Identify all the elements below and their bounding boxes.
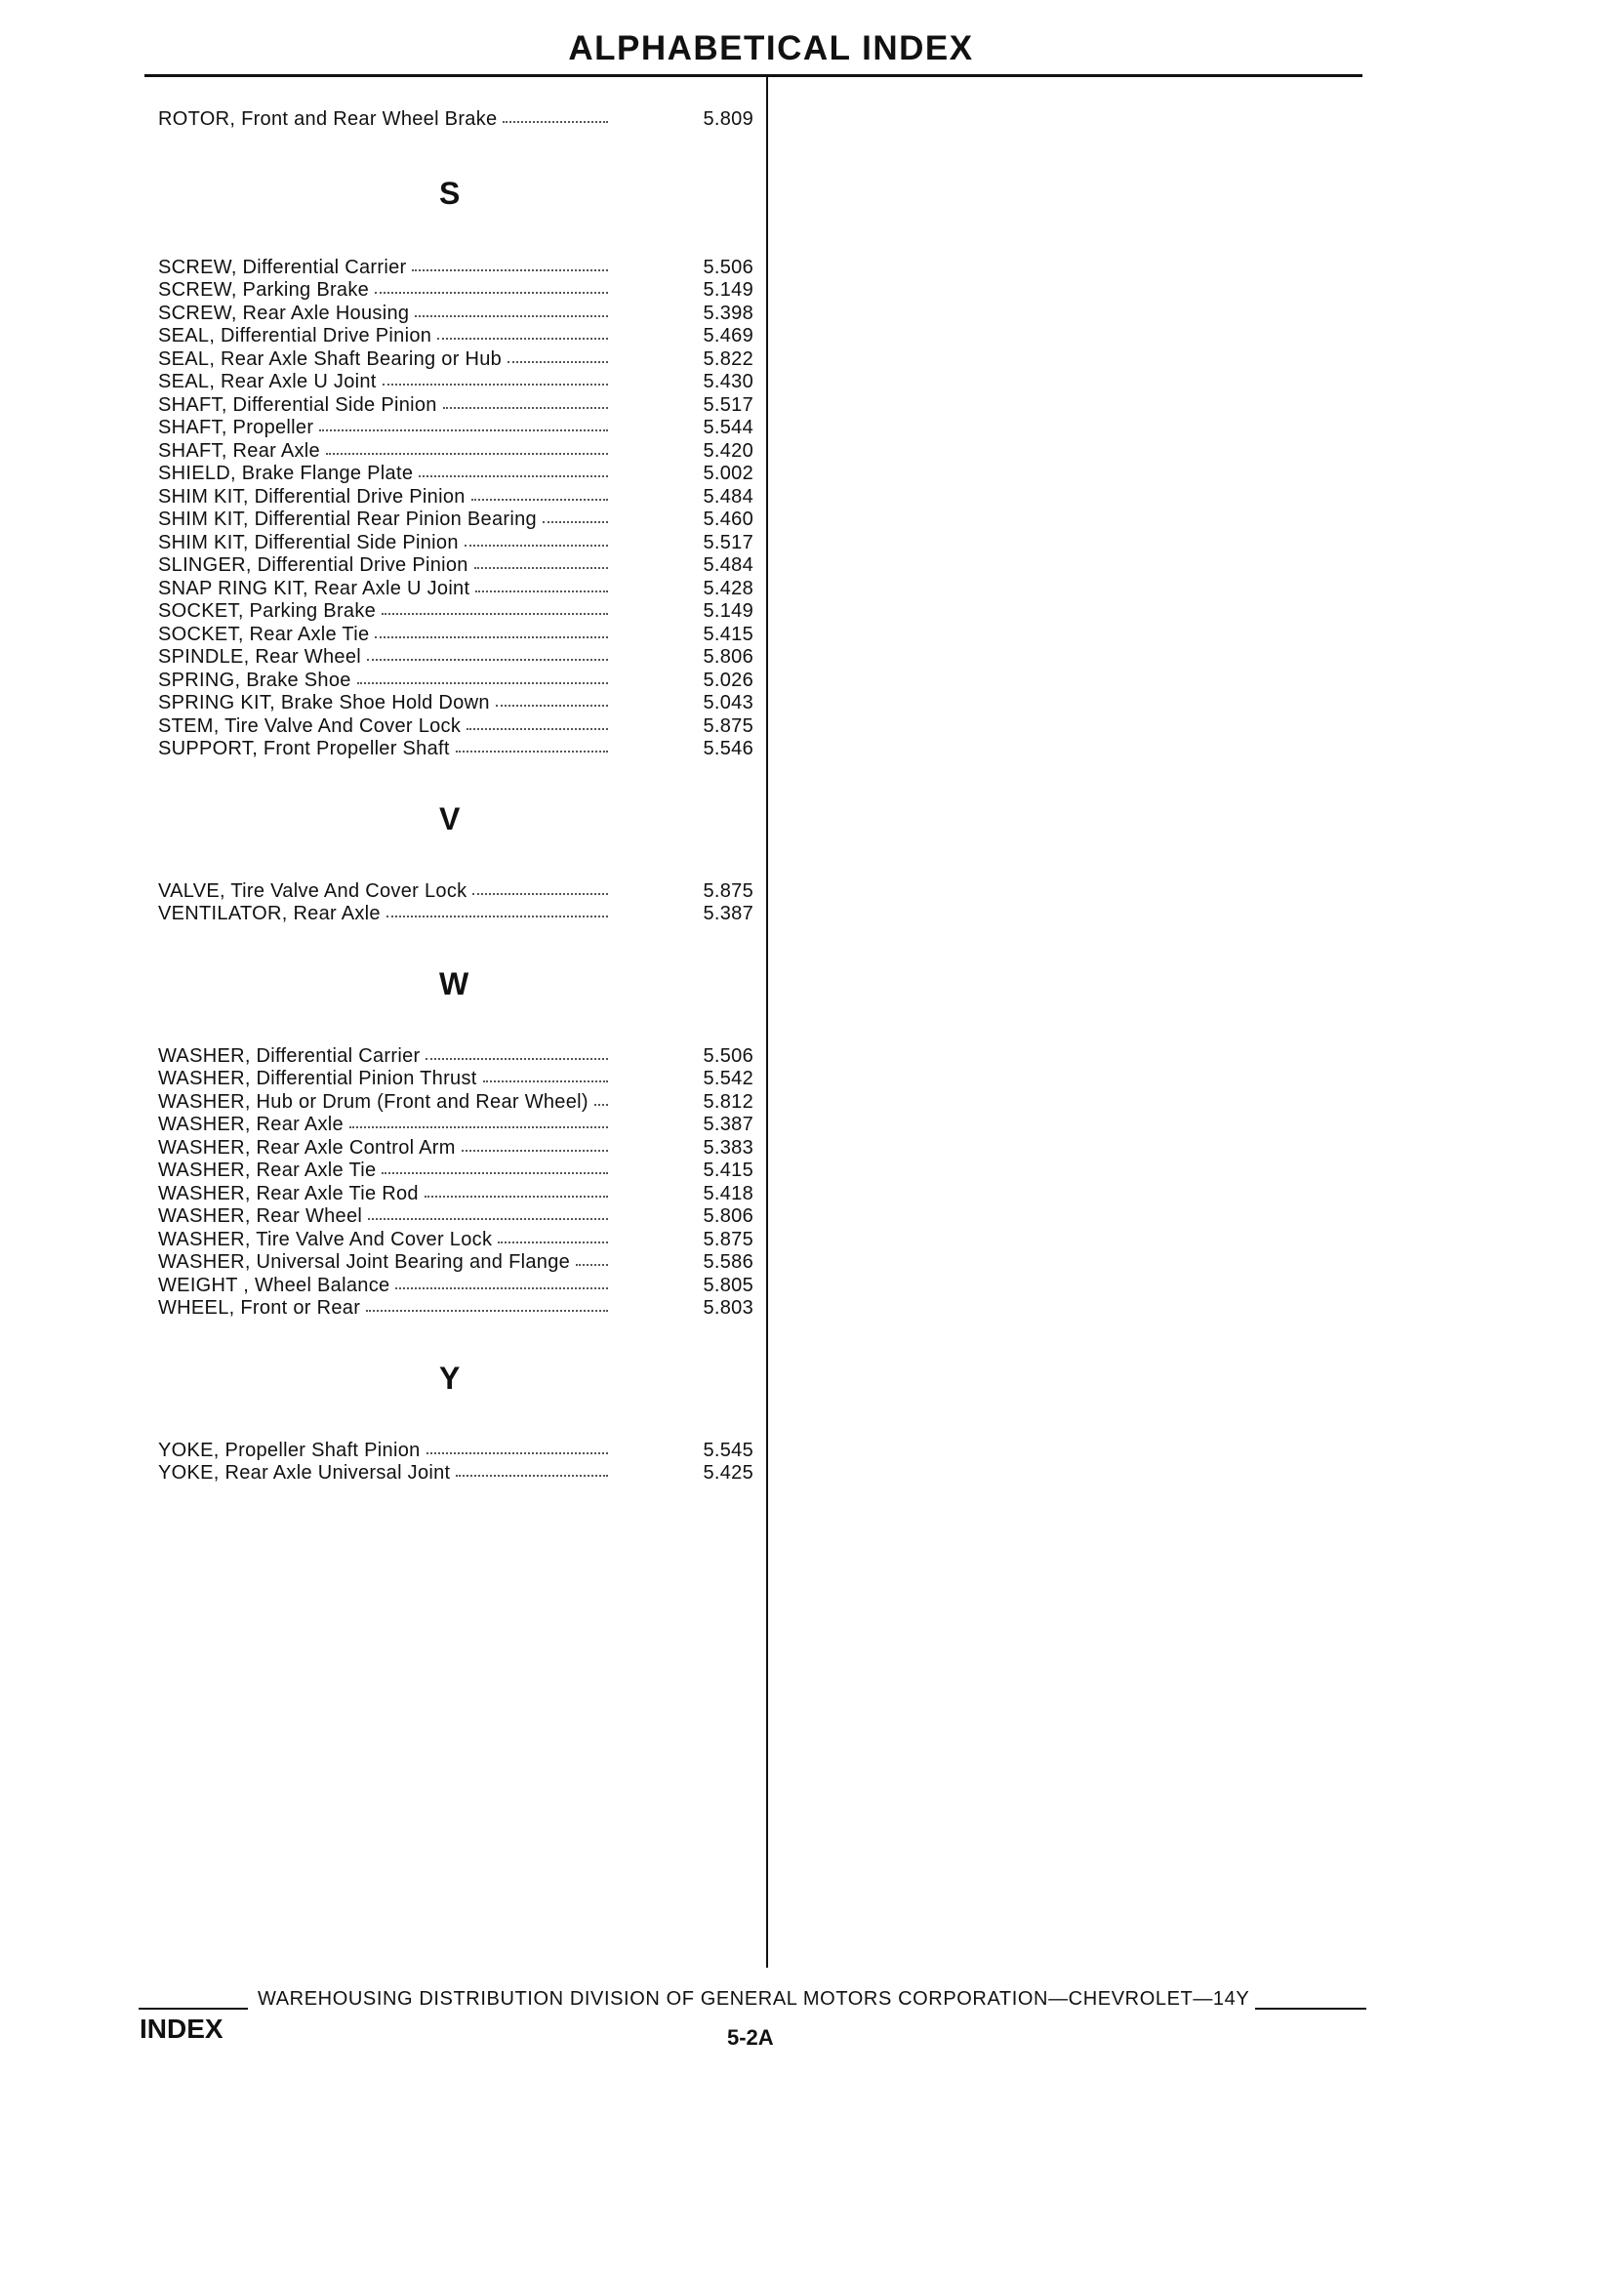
dot-leader [475,575,608,592]
index-entry [158,1250,753,1274]
entry-title-group [158,107,612,131]
index-entry [158,531,753,554]
entry-name: VALVE, Tire Valve And Cover Lock [158,879,467,902]
entry-title-group [158,278,612,302]
entry-page-ref: 5.812 [703,1090,753,1113]
page-title: ALPHABETICAL INDEX [568,29,974,67]
entry-name: YOKE, Propeller Shaft Pinion [158,1439,421,1461]
entry-title-group [158,669,612,692]
footer-publisher-line: WAREHOUSING DISTRIBUTION DIVISION OF GENERAL MOTORS CORPORATION—CHEVROLET—14Y [258,1988,1250,2010]
index-section [158,107,753,131]
entry-page-ref: 5.418 [703,1182,753,1204]
dot-leader [437,322,608,340]
dot-leader [471,483,608,501]
entry-page-ref: 5.806 [703,1205,753,1227]
section-letter: V [439,800,461,836]
entry-name: SPRING, Brake Shoe [158,669,351,691]
entry-page-ref: 5.546 [703,738,753,759]
dot-leader [474,551,608,569]
entry-page-ref: 5.542 [703,1068,753,1089]
dot-leader [425,1180,608,1198]
entry-page-ref: 5.544 [703,417,753,438]
dot-leader [367,643,608,661]
entry-title-group [158,370,612,393]
dot-leader [382,1157,608,1174]
entry-page-ref: 5.545 [703,1439,753,1461]
index-entry [158,347,753,371]
dot-leader [386,900,608,917]
entry-name: WASHER, Universal Joint Bearing and Flange [158,1251,571,1273]
index-entry [158,645,753,669]
entry-title-group [158,1090,612,1114]
dot-leader [456,735,608,753]
entry-page-ref: 5.149 [703,279,753,301]
entry-page-ref: 5.415 [703,1160,753,1181]
dot-leader [576,1248,608,1266]
entry-page-ref: 5.484 [703,485,753,508]
entry-name: SEAL, Differential Drive Pinion [158,325,432,346]
entry-page-ref: 5.484 [703,554,753,576]
entry-title-group [158,1461,612,1485]
entry-page-ref: 5.149 [703,600,753,622]
index-entry [158,393,753,417]
entry-title-group [158,1274,612,1297]
entry-page-ref: 5.506 [703,256,753,278]
index-entry [158,1182,753,1205]
entry-title-group [158,1182,612,1205]
entry-title-group [158,508,612,531]
index-section [158,1359,753,1485]
entry-title-group [158,879,612,903]
dot-leader [543,506,608,523]
entry-title-group [158,577,612,600]
entry-page-ref: 5.383 [703,1136,753,1159]
entry-name: WEIGHT , Wheel Balance [158,1274,390,1296]
entry-title-group [158,1228,612,1251]
entry-page-ref: 5.420 [703,439,753,462]
section-letter: S [439,175,461,211]
dot-leader [395,1272,608,1289]
section-letter: W [439,965,469,1001]
entry-page-ref: 5.043 [703,692,753,713]
entry-title-group [158,645,612,669]
entry-page-ref: 5.460 [703,509,753,530]
entry-title-group [158,902,612,925]
entry-page-ref: 5.805 [703,1274,753,1296]
footer-rule-right [1255,2008,1366,2010]
entry-name: SHAFT, Rear Axle [158,439,320,462]
entry-name: SNAP RING KIT, Rear Axle U Joint [158,577,470,599]
entry-title-group [158,462,612,485]
dot-leader [496,689,608,707]
index-section [158,964,753,1320]
index-entry [158,902,753,925]
entry-page-ref: 5.586 [703,1251,753,1273]
entry-page-ref: 5.517 [703,531,753,553]
dot-leader [498,1226,608,1243]
entry-title-group [158,1067,612,1090]
index-entry [158,302,753,325]
entry-page-ref: 5.809 [703,108,753,130]
dot-leader [326,437,608,455]
entry-name: SCREW, Rear Axle Housing [158,302,410,324]
dot-leader [594,1088,608,1106]
entry-name: SEAL, Rear Axle U Joint [158,371,377,392]
index-entry [158,1044,753,1068]
dot-leader [456,1459,608,1477]
entry-title-group [158,347,612,371]
entry-page-ref: 5.026 [703,669,753,691]
entry-title-group [158,256,612,279]
entry-page-ref: 5.415 [703,623,753,645]
dot-leader [357,667,608,684]
dot-leader [426,1042,608,1060]
dot-leader [349,1111,608,1128]
index-entry [158,1159,753,1182]
entry-page-ref: 5.469 [703,325,753,346]
index-entry [158,1204,753,1228]
index-entry [158,1067,753,1090]
entry-page-ref: 5.398 [703,302,753,324]
entry-page-ref: 5.428 [703,577,753,599]
index-entry [158,599,753,623]
index-entry [158,669,753,692]
entry-page-ref: 5.430 [703,371,753,392]
entry-name: YOKE, Rear Axle Universal Joint [158,1462,451,1484]
index-entry [158,485,753,509]
entry-title-group [158,416,612,439]
entry-name: SHIM KIT, Differential Side Pinion [158,531,459,553]
dot-leader [375,621,608,638]
entry-name: WHEEL, Front or Rear [158,1297,361,1319]
entry-name: WASHER, Rear Axle [158,1114,344,1135]
entry-name: WASHER, Rear Axle Tie Rod [158,1182,419,1204]
entry-title-group [158,1159,612,1182]
entry-title-group [158,1439,612,1462]
entry-name: SPINDLE, Rear Wheel [158,646,361,668]
entry-name: WASHER, Rear Axle Control Arm [158,1136,456,1159]
index-entry [158,691,753,714]
dot-leader [412,254,608,271]
entry-title-group [158,1044,612,1068]
index-entry [158,879,753,903]
entry-name: SHIM KIT, Differential Drive Pinion [158,485,466,508]
entry-page-ref: 5.875 [703,714,753,737]
index-entry [158,107,753,131]
dot-leader [462,1134,608,1152]
entry-name: SHAFT, Differential Side Pinion [158,393,437,416]
entry-page-ref: 5.875 [703,1228,753,1250]
entry-name: WASHER, Hub or Drum (Front and Rear Wheel) [158,1090,589,1113]
page-number: 5-2A [727,2025,774,2050]
dot-leader [382,597,608,615]
entry-page-ref: 5.517 [703,393,753,416]
entry-title-group [158,1136,612,1160]
dot-leader [383,368,608,386]
dot-leader [472,877,608,895]
entry-name: SHIM KIT, Differential Rear Pinion Bearing [158,509,537,530]
index-entry [158,737,753,760]
index-entry [158,714,753,738]
entry-title-group [158,531,612,554]
index-entry [158,324,753,347]
header-rule [144,74,1362,77]
entry-name: SEAL, Rear Axle Shaft Bearing or Hub [158,347,503,370]
index-entry [158,1439,753,1462]
entry-page-ref: 5.002 [703,463,753,484]
dot-leader [508,346,608,363]
entry-name: WASHER, Tire Valve And Cover Lock [158,1228,493,1250]
index-entry [158,1136,753,1160]
index-entry [158,256,753,279]
dot-leader [503,105,608,123]
dot-leader [426,1437,608,1454]
entry-name: STEM, Tire Valve And Cover Lock [158,714,462,737]
footer-section-label: INDEX [140,2014,223,2044]
entry-name: SPRING KIT, Brake Shoe Hold Down [158,692,490,713]
column-divider [766,77,768,1968]
dot-leader [368,1202,608,1220]
entry-title-group [158,599,612,623]
entry-name: SCREW, Parking Brake [158,279,370,301]
index-entry [158,1228,753,1251]
dot-leader [483,1065,608,1082]
entry-page-ref: 5.387 [703,1114,753,1135]
entry-name: SCREW, Differential Carrier [158,256,407,278]
index-section [158,799,753,925]
entry-name: WASHER, Rear Axle Tie [158,1160,377,1181]
entry-page-ref: 5.506 [703,1044,753,1067]
entry-name: SUPPORT, Front Propeller Shaft [158,738,450,759]
entry-page-ref: 5.803 [703,1297,753,1319]
entry-title-group [158,1250,612,1274]
index-entry [158,416,753,439]
index-entry [158,1296,753,1320]
entry-name: SLINGER, Differential Drive Pinion [158,554,468,576]
index-section [158,174,753,760]
entry-name: SOCKET, Parking Brake [158,600,377,622]
index-entry [158,577,753,600]
index-entry [158,623,753,646]
dot-leader [465,529,608,547]
entry-page-ref: 5.806 [703,646,753,668]
entry-title-group [158,1296,612,1320]
index-entry [158,278,753,302]
entry-title-group [158,623,612,646]
index-entry [158,553,753,577]
entry-title-group [158,302,612,325]
dot-leader [419,460,608,477]
dot-leader [375,276,608,294]
entry-page-ref: 5.875 [703,879,753,902]
entry-title-group [158,1113,612,1136]
entry-page-ref: 5.387 [703,903,753,924]
entry-name: WASHER, Rear Wheel [158,1205,363,1227]
entry-name: WASHER, Differential Carrier [158,1044,421,1067]
entry-name: ROTOR, Front and Rear Wheel Brake [158,108,498,130]
section-letter: Y [439,1360,461,1396]
index-entry [158,1274,753,1297]
entry-title-group [158,485,612,509]
index-entry [158,439,753,463]
entry-title-group [158,714,612,738]
entry-name: SHIELD, Brake Flange Plate [158,463,414,484]
entry-name: WASHER, Differential Pinion Thrust [158,1068,477,1089]
entry-title-group [158,737,612,760]
dot-leader [319,414,608,431]
dot-leader [443,391,608,409]
entry-page-ref: 5.822 [703,347,753,370]
entry-title-group [158,439,612,463]
entry-name: SHAFT, Propeller [158,417,314,438]
index-entry [158,462,753,485]
index-entry [158,1461,753,1485]
index-entry [158,1090,753,1114]
index-entry [158,508,753,531]
footer-rule-left [139,2008,248,2010]
dot-leader [415,300,608,317]
dot-leader [366,1294,608,1312]
dot-leader [467,712,608,730]
entry-name: VENTILATOR, Rear Axle [158,903,381,924]
index-column [158,107,753,1485]
entry-name: SOCKET, Rear Axle Tie [158,623,370,645]
index-entry [158,370,753,393]
entry-title-group [158,1204,612,1228]
entry-title-group [158,691,612,714]
entry-title-group [158,553,612,577]
entry-title-group [158,393,612,417]
index-entry [158,1113,753,1136]
entry-title-group [158,324,612,347]
entry-page-ref: 5.425 [703,1462,753,1484]
